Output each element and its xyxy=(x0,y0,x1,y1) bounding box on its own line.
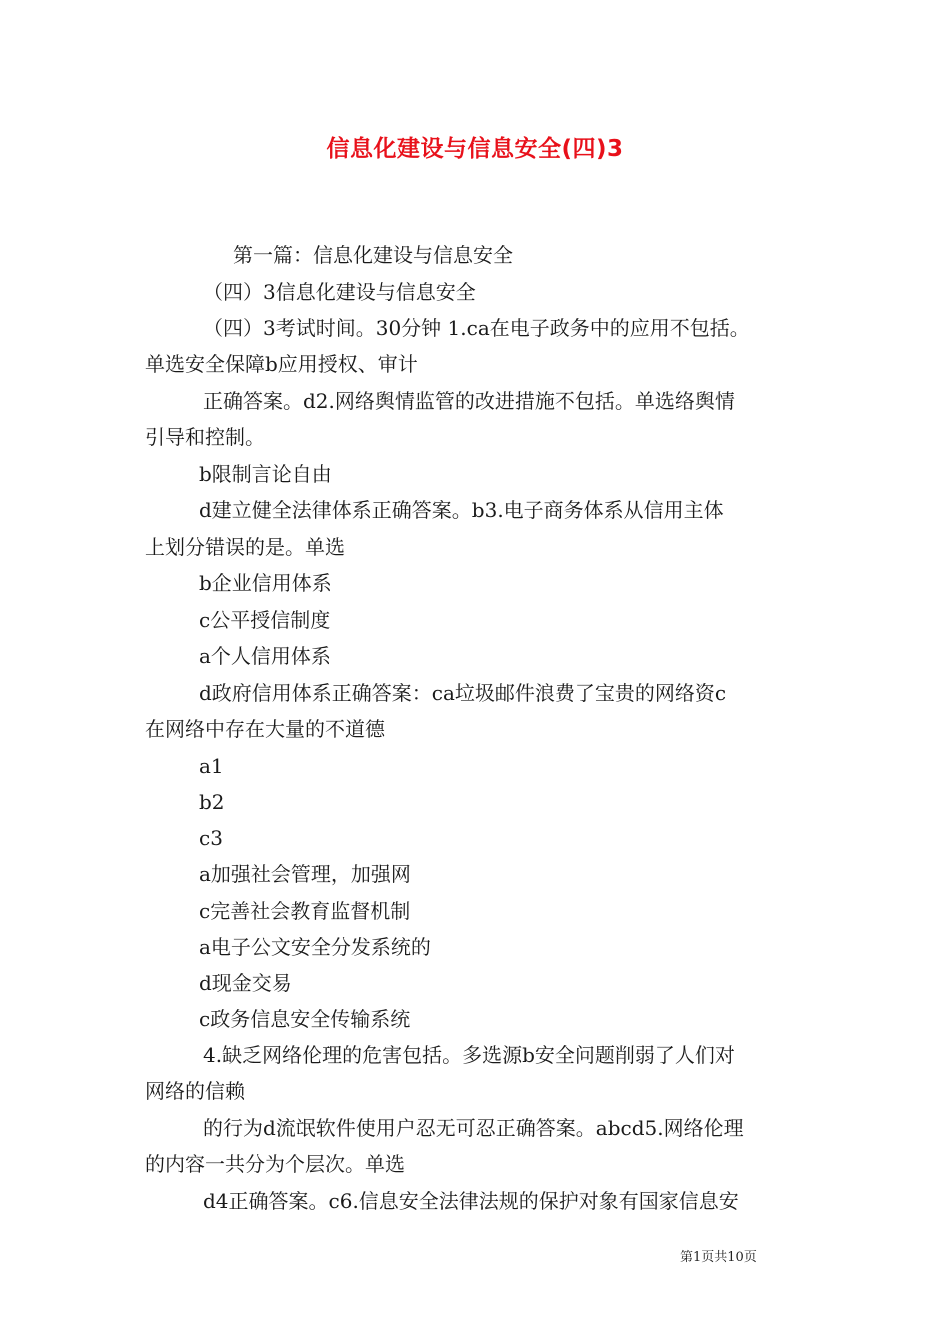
text-line: b企业信用体系 xyxy=(199,571,332,595)
text-line: c公平授信制度 xyxy=(199,608,331,632)
text-line: 网络的信赖 xyxy=(145,1079,245,1103)
page-footer: 第1页共10页 xyxy=(680,1250,757,1265)
text-line: d现金交易 xyxy=(199,971,292,995)
text-line: 第一篇：信息化建设与信息安全 xyxy=(233,243,513,267)
text-line: d4正确答案。c6.信息安全法律法规的保护对象有国家信息安 xyxy=(203,1189,739,1213)
text-line: a电子公文安全分发系统的 xyxy=(199,935,431,959)
text-line: 正确答案。d2.网络舆情监管的改进措施不包括。单选络舆情 xyxy=(203,389,735,413)
text-line: b2 xyxy=(199,790,225,814)
text-line: 引导和控制。 xyxy=(145,425,265,449)
text-line: 上划分错误的是。单选 xyxy=(145,535,345,559)
document-title: 信息化建设与信息安全(四)3 xyxy=(326,136,624,162)
text-line: b限制言论自由 xyxy=(199,462,332,486)
text-line: c完善社会教育监督机制 xyxy=(199,899,411,923)
text-line: 的行为d流氓软件使用户忍无可忍正确答案。abcd5.网络伦理 xyxy=(203,1116,744,1140)
text-line: （四）3信息化建设与信息安全 xyxy=(203,280,476,304)
text-line: a加强社会管理，加强网 xyxy=(199,862,411,886)
text-line: （四）3考试时间。30分钟 1.ca在电子政务中的应用不包括。 xyxy=(203,316,750,340)
text-line: c3 xyxy=(199,826,223,850)
text-line: a个人信用体系 xyxy=(199,644,331,668)
text-line: 的内容一共分为个层次。单选 xyxy=(145,1152,405,1176)
text-line: 在网络中存在大量的不道德 xyxy=(145,717,385,741)
text-line: 4.缺乏网络伦理的危害包括。多选源b安全问题削弱了人们对 xyxy=(203,1043,735,1067)
text-line: c政务信息安全传输系统 xyxy=(199,1007,411,1031)
text-line: 单选安全保障b应用授权、审计 xyxy=(145,352,418,376)
text-line: d建立健全法律体系正确答案。b3.电子商务体系从信用主体 xyxy=(199,498,724,522)
text-line: d政府信用体系正确答案：ca垃圾邮件浪费了宝贵的网络资c xyxy=(199,681,727,705)
text-line: a1 xyxy=(199,754,224,778)
